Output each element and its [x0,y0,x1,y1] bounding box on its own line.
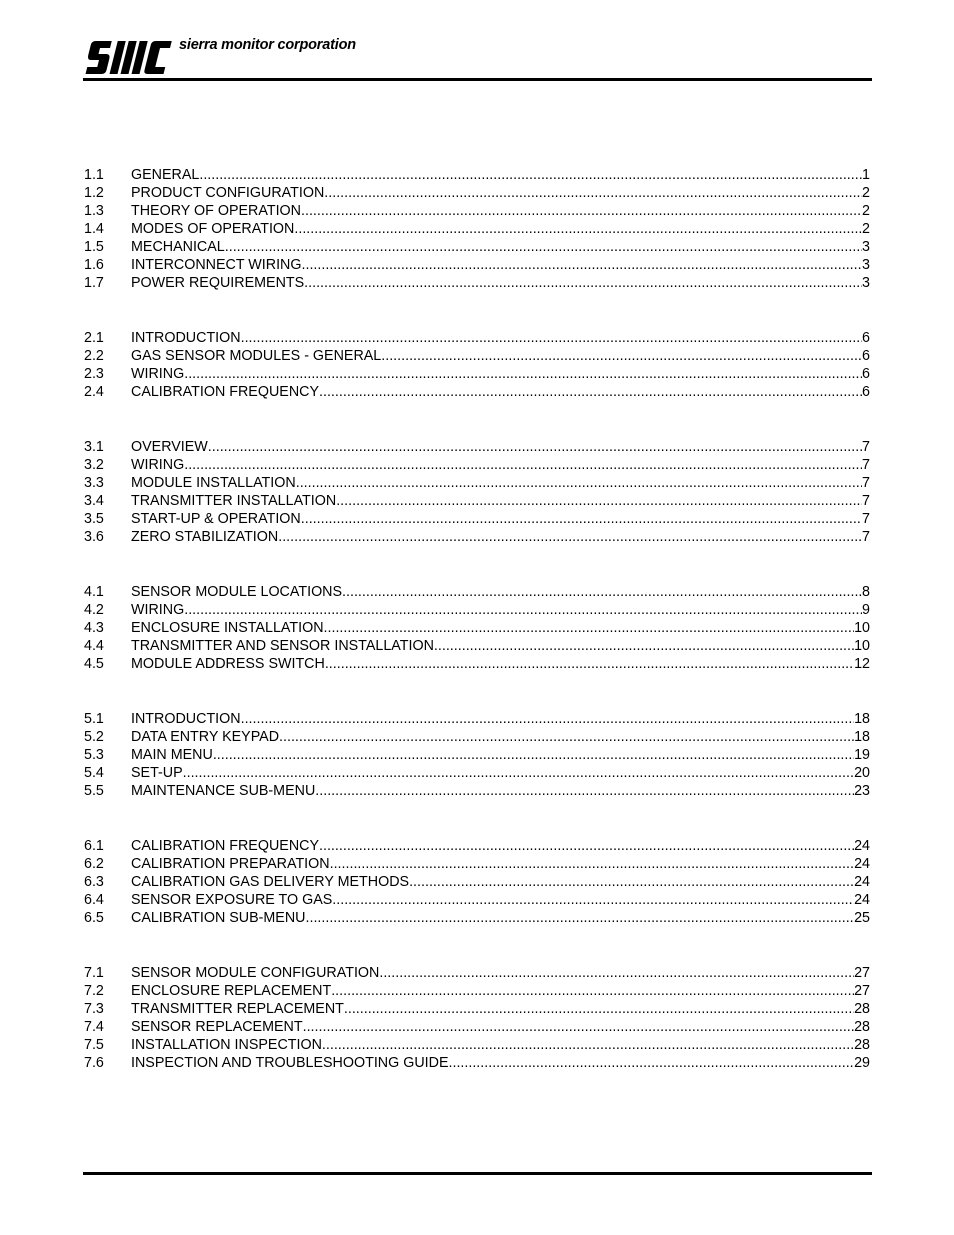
toc-section [84,166,870,292]
toc-entry-page: 19 [854,747,870,763]
toc-section [84,964,870,1072]
toc-dot-leader [449,1054,855,1072]
toc-entry-number: 6.5 [84,910,104,926]
toc-entry[interactable] [84,855,870,873]
toc-entry-title: WIRING [131,602,185,618]
toc-entry-number: 3.2 [84,457,104,473]
toc-dot-leader [331,982,854,1000]
toc-entry-title: WIRING [131,366,185,382]
toc-entry-number: 7.4 [84,1019,104,1035]
toc-entry-page: 7 [862,475,870,491]
toc-dot-leader [306,909,855,927]
toc-entry[interactable] [84,1054,870,1072]
toc-entry-title: MODULE ADDRESS SWITCH [131,656,325,672]
toc-entry-title: THEORY OF OPERATION [131,203,301,219]
toc-entry-page: 12 [854,656,870,672]
toc-entry-page: 10 [854,620,870,636]
toc-entry-page: 6 [862,330,870,346]
toc-entry-title: MODES OF OPERATION [131,221,295,237]
toc-entry-page: 24 [854,874,870,890]
toc-entry-title: ENCLOSURE INSTALLATION [131,620,324,636]
toc-entry-page: 2 [862,185,870,201]
toc-entry[interactable] [84,220,870,238]
toc-entry-page: 3 [862,239,870,255]
toc-dot-leader [213,746,854,764]
toc-dot-leader [301,510,862,528]
toc-dot-leader [319,383,862,401]
toc-section [84,837,870,927]
toc-entry[interactable] [84,347,870,365]
toc-entry-number: 3.5 [84,511,104,527]
toc-entry-number: 3.1 [84,439,104,455]
toc-entry[interactable] [84,964,870,982]
toc-section [84,710,870,800]
toc-entry-page: 9 [862,602,870,618]
toc-entry[interactable] [84,456,870,474]
toc-entry-page: 10 [854,638,870,654]
smc-logo-icon [84,40,176,74]
toc-entry[interactable] [84,274,870,292]
toc-dot-leader [332,891,854,909]
toc-entry-title: TRANSMITTER REPLACEMENT [131,1001,344,1017]
toc-entry-title: INTRODUCTION [131,330,241,346]
toc-entry-page: 28 [854,1037,870,1053]
toc-entry-title: SENSOR MODULE LOCATIONS [131,584,343,600]
toc-entry-page: 7 [862,439,870,455]
toc-entry-number: 6.2 [84,856,104,872]
toc-entry-number: 3.4 [84,493,104,509]
toc-entry[interactable] [84,365,870,383]
toc-entry[interactable] [84,528,870,546]
toc-entry-number: 5.5 [84,783,104,799]
toc-entry-page: 2 [862,203,870,219]
toc-entry[interactable] [84,1018,870,1036]
toc-entry-title: INSPECTION AND TROUBLESHOOTING GUIDE [131,1055,449,1071]
toc-entry-number: 2.1 [84,330,104,346]
toc-dot-leader [324,619,855,637]
toc-entry-page: 2 [862,221,870,237]
toc-dot-leader [296,474,862,492]
toc-entry-number: 1.2 [84,185,104,201]
toc-dot-leader [342,583,862,601]
toc-entry-number: 4.4 [84,638,104,654]
toc-entry-title: MODULE INSTALLATION [131,475,296,491]
toc-entry[interactable] [84,982,870,1000]
toc-entry-number: 6.4 [84,892,104,908]
toc-dot-leader [344,1000,854,1018]
toc-dot-leader [184,365,862,383]
toc-dot-leader [303,1018,854,1036]
toc-section [84,583,870,673]
toc-entry-page: 7 [862,529,870,545]
toc-entry-title: SENSOR MODULE CONFIGURATION [131,965,380,981]
toc-entry-number: 3.3 [84,475,104,491]
toc-dot-leader [325,655,854,673]
toc-dot-leader [241,710,854,728]
toc-entry-page: 28 [854,1019,870,1035]
toc-dot-leader [301,202,862,220]
toc-entry-page: 20 [854,765,870,781]
toc-entry[interactable] [84,492,870,510]
toc-entry[interactable] [84,256,870,274]
toc-dot-leader [294,220,862,238]
toc-entry-number: 4.5 [84,656,104,672]
toc-entry-page: 25 [854,910,870,926]
toc-entry-number: 6.3 [84,874,104,890]
toc-entry[interactable] [84,438,870,456]
toc-entry-title: ENCLOSURE REPLACEMENT [131,983,332,999]
toc-entry-number: 5.1 [84,711,104,727]
toc-entry-number: 2.2 [84,348,104,364]
toc-entry-page: 3 [862,275,870,291]
toc-entry-number: 4.3 [84,620,104,636]
toc-entry[interactable] [84,184,870,202]
toc-dot-leader [279,728,854,746]
toc-entry[interactable] [84,1036,870,1054]
toc-entry-page: 6 [862,366,870,382]
toc-entry[interactable] [84,166,870,184]
toc-entry-page: 8 [862,584,870,600]
toc-entry-title: PRODUCT CONFIGURATION [131,185,325,201]
toc-entry-number: 4.2 [84,602,104,618]
toc-entry[interactable] [84,329,870,347]
toc-entry-number: 6.1 [84,838,104,854]
toc-entry-title: CALIBRATION FREQUENCY [131,838,320,854]
toc-entry-number: 1.7 [84,275,104,291]
toc-entry-page: 18 [854,729,870,745]
toc-entry-title: SET-UP [131,765,183,781]
toc-entry[interactable] [84,764,870,782]
toc-entry-number: 5.2 [84,729,104,745]
toc-entry-number: 1.5 [84,239,104,255]
toc-entry-title: CALIBRATION SUB-MENU [131,910,306,926]
toc-entry-title: GENERAL [131,167,200,183]
toc-dot-leader [225,238,862,256]
toc-entry-page: 27 [854,965,870,981]
toc-entry-title: INTRODUCTION [131,711,241,727]
toc-dot-leader [319,837,854,855]
toc-entry[interactable] [84,873,870,891]
toc-entry-page: 28 [854,1001,870,1017]
table-of-contents [84,166,870,1109]
toc-entry-number: 1.4 [84,221,104,237]
toc-entry-title: SENSOR EXPOSURE TO GAS [131,892,333,908]
toc-section [84,438,870,546]
company-name: sierra monitor corporation [179,37,356,53]
toc-dot-leader [208,438,862,456]
toc-entry[interactable] [84,202,870,220]
toc-entry-title: INTERCONNECT WIRING [131,257,302,273]
toc-entry-page: 7 [862,511,870,527]
toc-dot-leader [304,274,862,292]
toc-entry-page: 29 [854,1055,870,1071]
toc-entry[interactable] [84,238,870,256]
toc-dot-leader [434,637,854,655]
toc-entry-title: CALIBRATION FREQUENCY [131,384,320,400]
toc-entry-number: 7.5 [84,1037,104,1053]
toc-dot-leader [336,492,862,510]
toc-entry-title: INSTALLATION INSPECTION [131,1037,322,1053]
toc-entry-number: 7.6 [84,1055,104,1071]
toc-entry-number: 5.4 [84,765,104,781]
toc-entry-page: 23 [854,783,870,799]
toc-entry-title: CALIBRATION GAS DELIVERY METHODS [131,874,410,890]
footer-rule [83,1172,872,1175]
toc-entry-title: ZERO STABILIZATION [131,529,279,545]
toc-entry-page: 7 [862,457,870,473]
toc-entry-page: 7 [862,493,870,509]
toc-entry[interactable] [84,746,870,764]
toc-dot-leader [241,329,862,347]
toc-entry-title: OVERVIEW [131,439,208,455]
toc-entry-title: DATA ENTRY KEYPAD [131,729,280,745]
toc-dot-leader [330,855,854,873]
toc-entry-number: 3.6 [84,529,104,545]
toc-section [84,329,870,401]
toc-entry[interactable] [84,619,870,637]
toc-entry-number: 4.1 [84,584,104,600]
toc-entry[interactable] [84,837,870,855]
toc-entry-title: POWER REQUIREMENTS [131,275,305,291]
toc-dot-leader [379,964,854,982]
toc-entry-page: 1 [862,167,870,183]
toc-entry[interactable] [84,601,870,619]
toc-dot-leader [381,347,862,365]
toc-dot-leader [324,184,862,202]
header-rule [83,78,872,81]
toc-dot-leader [302,256,863,274]
toc-entry-page: 6 [862,348,870,364]
toc-entry-number: 5.3 [84,747,104,763]
toc-entry[interactable] [84,728,870,746]
toc-dot-leader [184,601,862,619]
toc-entry-page: 24 [854,892,870,908]
toc-entry-page: 6 [862,384,870,400]
toc-entry-number: 7.2 [84,983,104,999]
toc-entry-title: MECHANICAL [131,239,225,255]
toc-dot-leader [322,1036,854,1054]
toc-entry-title: MAIN MENU [131,747,213,763]
toc-entry-title: WIRING [131,457,185,473]
toc-entry[interactable] [84,782,870,800]
toc-entry-page: 18 [854,711,870,727]
toc-entry-page: 27 [854,983,870,999]
toc-entry-number: 1.1 [84,167,104,183]
toc-entry[interactable] [84,909,870,927]
toc-entry[interactable] [84,474,870,492]
toc-entry-number: 7.1 [84,965,104,981]
toc-dot-leader [315,782,854,800]
toc-entry-page: 24 [854,856,870,872]
toc-entry[interactable] [84,383,870,401]
toc-entry-number: 1.3 [84,203,104,219]
toc-entry-title: START-UP & OPERATION [131,511,301,527]
toc-entry-title: TRANSMITTER AND SENSOR INSTALLATION [131,638,434,654]
toc-entry-page: 24 [854,838,870,854]
toc-entry-title: MAINTENANCE SUB-MENU [131,783,316,799]
toc-entry-number: 7.3 [84,1001,104,1017]
toc-dot-leader [184,456,862,474]
toc-entry-number: 2.3 [84,366,104,382]
toc-entry-title: SENSOR REPLACEMENT [131,1019,303,1035]
toc-dot-leader [183,764,854,782]
toc-entry-title: CALIBRATION PREPARATION [131,856,330,872]
toc-dot-leader [409,873,854,891]
toc-entry[interactable] [84,655,870,673]
toc-entry[interactable] [84,583,870,601]
toc-entry[interactable] [84,637,870,655]
toc-dot-leader [199,166,862,184]
toc-entry[interactable] [84,1000,870,1018]
toc-entry[interactable] [84,710,870,728]
toc-entry-title: TRANSMITTER INSTALLATION [131,493,337,509]
toc-entry-number: 2.4 [84,384,104,400]
toc-dot-leader [278,528,862,546]
toc-entry-title: GAS SENSOR MODULES - GENERAL [131,348,382,364]
toc-entry[interactable] [84,510,870,528]
page-header [84,36,872,82]
toc-entry-page: 3 [862,257,870,273]
toc-entry-number: 1.6 [84,257,104,273]
toc-entry[interactable] [84,891,870,909]
